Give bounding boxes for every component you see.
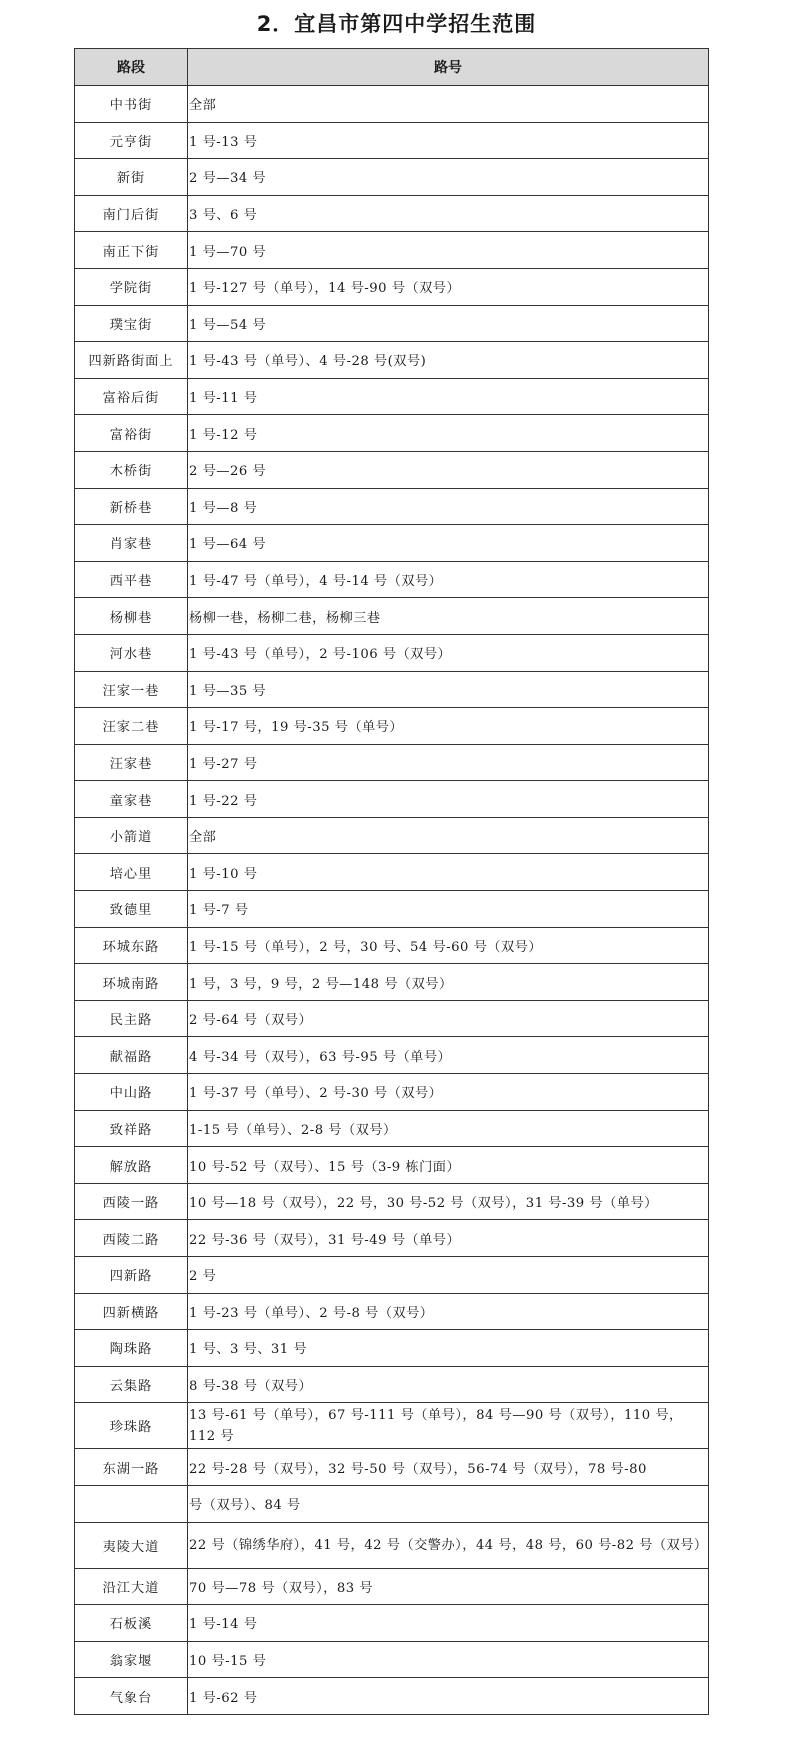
header-road-section: 路段 xyxy=(75,49,188,86)
house-number-cell: 22 号（锦绣华府），41 号，42 号（交警办），44 号，48 号，60 号-82 号（双号） xyxy=(188,1522,709,1568)
road-name-cell: 西平巷 xyxy=(75,561,188,598)
house-number-cell: 1 号-22 号 xyxy=(188,781,709,818)
header-house-numbers: 路号 xyxy=(188,49,709,86)
house-number-cell: 1 号-43 号（单号），2 号-106 号（双号） xyxy=(188,634,709,671)
road-name-cell: 石板溪 xyxy=(75,1605,188,1642)
road-name-cell: 夷陵大道 xyxy=(75,1522,188,1568)
road-name-cell: 杨柳巷 xyxy=(75,598,188,635)
road-name-cell: 东湖一路 xyxy=(75,1449,188,1486)
enrollment-range-table xyxy=(74,48,709,1715)
road-name-cell: 学院街 xyxy=(75,268,188,305)
road-name-cell: 致德里 xyxy=(75,891,188,928)
table-row xyxy=(75,1147,709,1184)
house-number-cell: 8 号-38 号（双号） xyxy=(188,1366,709,1403)
road-name-cell: 汪家一巷 xyxy=(75,671,188,708)
table-row xyxy=(75,268,709,305)
table-row xyxy=(75,744,709,781)
table-row xyxy=(75,598,709,635)
road-name-cell: 培心里 xyxy=(75,854,188,891)
road-name-cell: 环城南路 xyxy=(75,964,188,1001)
table-row xyxy=(75,342,709,379)
house-number-cell: 1 号-13 号 xyxy=(188,122,709,159)
road-name-cell: 富裕街 xyxy=(75,415,188,452)
road-name-cell: 云集路 xyxy=(75,1366,188,1403)
road-name-cell: 新街 xyxy=(75,159,188,196)
house-number-cell: 1 号-11 号 xyxy=(188,378,709,415)
house-number-cell: 1 号-47 号（单号），4 号-14 号（双号） xyxy=(188,561,709,598)
road-name-cell: 献福路 xyxy=(75,1037,188,1074)
table-row xyxy=(75,1568,709,1605)
road-name-cell: 南正下街 xyxy=(75,232,188,269)
document-title: 2．宜昌市第四中学招生范围 xyxy=(256,12,537,36)
house-number-cell: 1 号-37 号（单号）、2 号-30 号（双号） xyxy=(188,1074,709,1111)
house-number-cell: 1 号，3 号，9 号，2 号—148 号（双号） xyxy=(188,964,709,1001)
table-row xyxy=(75,488,709,525)
house-number-cell: 70 号—78 号（双号），83 号 xyxy=(188,1568,709,1605)
table-row xyxy=(75,1110,709,1147)
table-row xyxy=(75,1183,709,1220)
house-number-cell: 1 号-62 号 xyxy=(188,1678,709,1715)
table-row xyxy=(75,1522,709,1568)
table-row xyxy=(75,451,709,488)
house-number-cell: 杨柳一巷，杨柳二巷，杨柳三巷 xyxy=(188,598,709,635)
table-row xyxy=(75,86,709,123)
road-name-cell xyxy=(75,1485,188,1522)
table-row xyxy=(75,1605,709,1642)
house-number-cell: 13 号-61 号（单号），67 号-111 号（单号），84 号—90 号（双号），110 号，112 号 xyxy=(188,1403,709,1449)
table-body xyxy=(75,86,709,1715)
road-name-cell: 木桥街 xyxy=(75,451,188,488)
house-number-cell: 号（双号）、84 号 xyxy=(188,1485,709,1522)
house-number-cell: 1 号-17 号，19 号-35 号（单号） xyxy=(188,708,709,745)
road-name-cell: 河水巷 xyxy=(75,634,188,671)
house-number-cell: 1 号-27 号 xyxy=(188,744,709,781)
road-name-cell: 小箭道 xyxy=(75,817,188,854)
road-name-cell: 致祥路 xyxy=(75,1110,188,1147)
road-name-cell: 肖家巷 xyxy=(75,525,188,562)
table-row xyxy=(75,1257,709,1294)
table-row xyxy=(75,854,709,891)
house-number-cell: 1 号—54 号 xyxy=(188,305,709,342)
road-name-cell: 富裕后街 xyxy=(75,378,188,415)
table-row xyxy=(75,891,709,928)
road-name-cell: 南门后街 xyxy=(75,195,188,232)
road-name-cell: 珍珠路 xyxy=(75,1403,188,1449)
road-name-cell: 沿江大道 xyxy=(75,1568,188,1605)
house-number-cell: 1-15 号（单号）、2-8 号（双号） xyxy=(188,1110,709,1147)
table-row xyxy=(75,634,709,671)
table-row xyxy=(75,1074,709,1111)
house-number-cell: 1 号—70 号 xyxy=(188,232,709,269)
table-row xyxy=(75,561,709,598)
road-name-cell: 四新路 xyxy=(75,1257,188,1294)
house-number-cell: 10 号-52 号（双号）、15 号（3-9 栋门面） xyxy=(188,1147,709,1184)
table-row xyxy=(75,378,709,415)
house-number-cell: 1 号-10 号 xyxy=(188,854,709,891)
road-name-cell: 中书街 xyxy=(75,86,188,123)
house-number-cell: 10 号-15 号 xyxy=(188,1641,709,1678)
table-row xyxy=(75,1366,709,1403)
table-row xyxy=(75,195,709,232)
house-number-cell: 1 号—8 号 xyxy=(188,488,709,525)
table-row xyxy=(75,1485,709,1522)
house-number-cell: 10 号—18 号（双号），22 号，30 号-52 号（双号），31 号-39 号（单号） xyxy=(188,1183,709,1220)
house-number-cell: 1 号-7 号 xyxy=(188,891,709,928)
table-row xyxy=(75,1641,709,1678)
house-number-cell: 22 号-28 号（双号），32 号-50 号（双号），56-74 号（双号），78 号-80 xyxy=(188,1449,709,1486)
house-number-cell: 22 号-36 号（双号），31 号-49 号（单号） xyxy=(188,1220,709,1257)
table-row xyxy=(75,1293,709,1330)
road-name-cell: 陶珠路 xyxy=(75,1330,188,1367)
house-number-cell: 4 号-34 号（双号），63 号-95 号（单号） xyxy=(188,1037,709,1074)
road-name-cell: 四新横路 xyxy=(75,1293,188,1330)
house-number-cell: 1 号-15 号（单号），2 号，30 号、54 号-60 号（双号） xyxy=(188,927,709,964)
table-row xyxy=(75,671,709,708)
house-number-cell: 2 号—26 号 xyxy=(188,451,709,488)
table-row xyxy=(75,1678,709,1715)
house-number-cell: 1 号、3 号、31 号 xyxy=(188,1330,709,1367)
table-row xyxy=(75,122,709,159)
house-number-cell: 1 号-14 号 xyxy=(188,1605,709,1642)
road-name-cell: 元亨街 xyxy=(75,122,188,159)
table-row xyxy=(75,232,709,269)
table-row xyxy=(75,1220,709,1257)
house-number-cell: 1 号—64 号 xyxy=(188,525,709,562)
road-name-cell: 汪家二巷 xyxy=(75,708,188,745)
table-row xyxy=(75,1000,709,1037)
road-name-cell: 新桥巷 xyxy=(75,488,188,525)
road-name-cell: 气象台 xyxy=(75,1678,188,1715)
table-row xyxy=(75,1403,709,1449)
table-row xyxy=(75,927,709,964)
house-number-cell: 3 号、6 号 xyxy=(188,195,709,232)
table-row xyxy=(75,525,709,562)
road-name-cell: 中山路 xyxy=(75,1074,188,1111)
road-name-cell: 璞宝街 xyxy=(75,305,188,342)
road-name-cell: 汪家巷 xyxy=(75,744,188,781)
road-name-cell: 童家巷 xyxy=(75,781,188,818)
table-row xyxy=(75,964,709,1001)
house-number-cell: 全部 xyxy=(188,817,709,854)
table-row xyxy=(75,159,709,196)
table-row xyxy=(75,817,709,854)
table-row xyxy=(75,708,709,745)
road-name-cell: 西陵二路 xyxy=(75,1220,188,1257)
road-name-cell: 民主路 xyxy=(75,1000,188,1037)
table-row xyxy=(75,415,709,452)
road-name-cell: 环城东路 xyxy=(75,927,188,964)
house-number-cell: 1 号-43 号（单号）、4 号-28 号(双号) xyxy=(188,342,709,379)
table-row xyxy=(75,1449,709,1486)
table-row xyxy=(75,781,709,818)
house-number-cell: 2 号—34 号 xyxy=(188,159,709,196)
table-header-row xyxy=(75,49,709,86)
house-number-cell: 1 号-23 号（单号）、2 号-8 号（双号） xyxy=(188,1293,709,1330)
house-number-cell: 1 号-127 号（单号），14 号-90 号（双号） xyxy=(188,268,709,305)
house-number-cell: 1 号-12 号 xyxy=(188,415,709,452)
road-name-cell: 西陵一路 xyxy=(75,1183,188,1220)
house-number-cell: 2 号-64 号（双号） xyxy=(188,1000,709,1037)
house-number-cell: 2 号 xyxy=(188,1257,709,1294)
table-row xyxy=(75,1037,709,1074)
table-row xyxy=(75,1330,709,1367)
road-name-cell: 四新路街面上 xyxy=(75,342,188,379)
table-row xyxy=(75,305,709,342)
house-number-cell: 1 号—35 号 xyxy=(188,671,709,708)
road-name-cell: 解放路 xyxy=(75,1147,188,1184)
road-name-cell: 翁家堰 xyxy=(75,1641,188,1678)
house-number-cell: 全部 xyxy=(188,86,709,123)
